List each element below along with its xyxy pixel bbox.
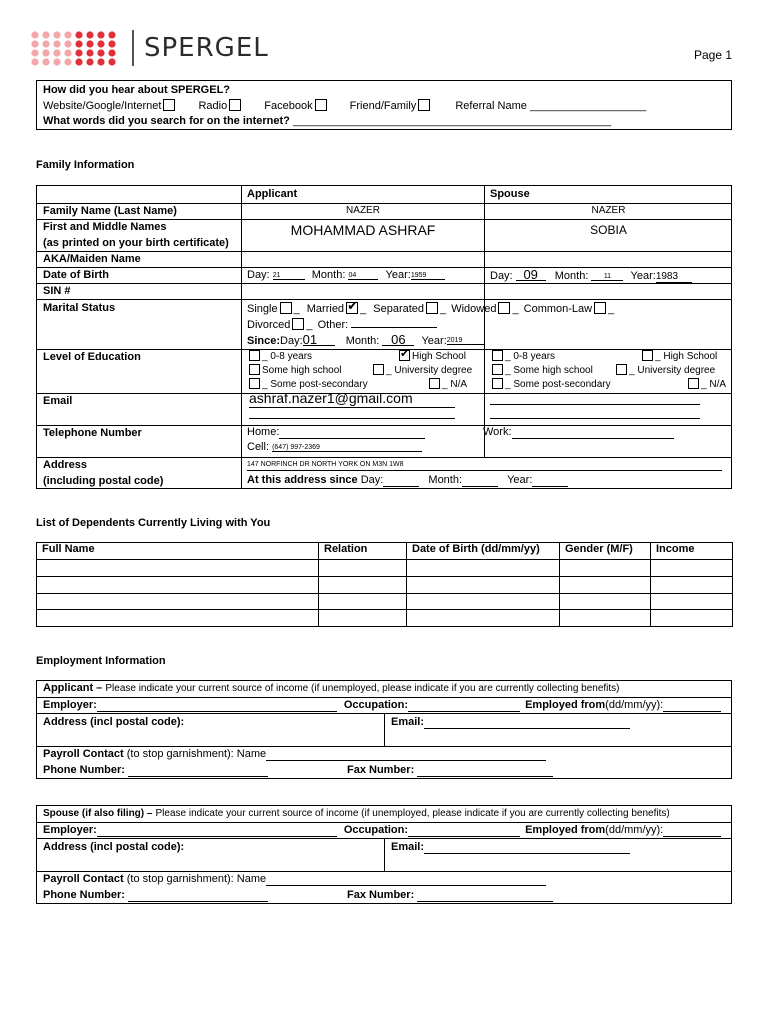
logo-dot: [31, 31, 38, 38]
logo-dots-icon: [30, 30, 122, 66]
spouse-employment-title-row: [43, 807, 670, 819]
logo-dot: [86, 40, 93, 47]
since-year[interactable]: 2019: [447, 337, 485, 345]
logo-dot: [64, 31, 71, 38]
checkbox-single[interactable]: [280, 302, 292, 314]
dep-cell[interactable]: [407, 610, 560, 627]
occupation-field[interactable]: [408, 699, 520, 712]
marital-separated: Separated: [373, 303, 425, 315]
sp-payroll-name-field[interactable]: [266, 873, 546, 886]
sp-ed-high: High School: [663, 351, 718, 362]
spouse-dob-year[interactable]: 1983: [656, 271, 692, 283]
address-since-day-label: Day:: [360, 474, 384, 486]
work-label: Work:: [483, 426, 512, 438]
applicant-dob-day[interactable]: 21: [273, 272, 305, 280]
address-since-month[interactable]: [462, 474, 498, 487]
logo-dot: [86, 58, 93, 65]
spouse-work-phone: [483, 426, 674, 439]
checkbox-website[interactable]: [163, 99, 175, 111]
logo-dot: [97, 40, 104, 47]
payroll-label: Payroll Contact: [43, 748, 124, 760]
dep-cell[interactable]: [37, 610, 319, 627]
family-section-title: Family Information: [36, 159, 135, 171]
sp-payroll-label: Payroll Contact: [43, 873, 124, 885]
logo-dot: [53, 58, 60, 65]
label-family-name: Family Name (Last Name): [43, 205, 177, 217]
logo-dot: [97, 58, 104, 65]
sp-fax-label: Fax Number:: [347, 889, 415, 901]
applicant-email-line-2[interactable]: [249, 418, 455, 419]
label-marital: Marital Status: [43, 302, 116, 314]
check-mark-icon: ✔: [347, 298, 358, 313]
ap-checkbox-univ[interactable]: [373, 364, 384, 375]
address-since-month-label: Month:: [428, 474, 463, 486]
marital-common-law: Common-Law: [523, 303, 593, 315]
logo-text: SPERGEL: [144, 33, 269, 63]
logo: [30, 30, 270, 66]
logo-dot: [64, 49, 71, 56]
address-since-row: [247, 474, 568, 487]
label-address: Address: [43, 459, 88, 471]
logo-dot: [75, 49, 82, 56]
spouse-email-row: [391, 841, 630, 854]
employer-label: Employer:: [43, 699, 97, 711]
table-row: [37, 577, 733, 594]
sp-employment-email-label: Email:: [391, 841, 425, 853]
label-sin: SIN #: [43, 285, 71, 297]
checkbox-divorced[interactable]: [292, 318, 304, 330]
logo-dot: [42, 40, 49, 47]
spouse-first-middle[interactable]: SOBIA: [590, 223, 627, 237]
address-since-day[interactable]: [383, 474, 419, 487]
dep-cell[interactable]: [651, 560, 733, 577]
marital-row-1: Single _ Married ✔ _ Separated _ Widowed _ Common-Law _: [247, 298, 615, 315]
spouse-dob: [490, 269, 692, 283]
ap-checkbox-na[interactable]: [429, 378, 440, 389]
logo-dot: [31, 49, 38, 56]
dep-col-income: Income: [651, 543, 733, 560]
marital-single: Single: [247, 303, 278, 315]
col-spouse: Spouse: [490, 188, 530, 200]
ap-ed-post: Some post-secondary: [270, 379, 368, 390]
logo-dot: [53, 40, 60, 47]
logo-dot: [108, 58, 115, 65]
sp-employed-from-label: Employed from: [525, 824, 606, 836]
logo-dot: [53, 49, 60, 56]
table-row: [37, 560, 733, 577]
sp-ed-univ: University degree: [637, 365, 716, 376]
spouse-phone-row: [43, 889, 268, 902]
label-address-note: (including postal code): [43, 475, 164, 487]
sp-checkbox-0-8[interactable]: [492, 350, 503, 361]
dependents-section-title: List of Dependents Currently Living with You: [36, 517, 271, 529]
applicant-dob-year[interactable]: 1959: [411, 272, 445, 280]
spouse-dob-day-label: Day:: [490, 270, 513, 282]
occupation-label: Occupation:: [343, 699, 409, 711]
sp-employed-from-field[interactable]: [663, 824, 721, 837]
checkbox-separated[interactable]: [426, 302, 438, 314]
applicant-fax-row: [347, 764, 553, 777]
sp-ed-0-8: 0-8 years: [513, 351, 556, 362]
spouse-employer-row: [43, 824, 721, 837]
sp-checkbox-some-high[interactable]: [492, 364, 503, 375]
referral-field[interactable]: ___________________: [529, 100, 647, 112]
dob-day-label: Day:: [247, 269, 270, 281]
hear-about-question: How did you hear about SPERGEL?: [43, 84, 231, 96]
dep-col-relation: Relation: [319, 543, 407, 560]
dep-cell[interactable]: [37, 577, 319, 594]
applicant-dob: [247, 269, 445, 281]
logo-dot: [108, 49, 115, 56]
ap-checkbox-high[interactable]: [399, 350, 410, 361]
applicant-employer-row: [43, 699, 721, 712]
sp-fax-field[interactable]: [417, 889, 553, 902]
applicant-employment-note: Please indicate your current source of income (if unemployed, please indicate if you are currently collecting benefits): [105, 683, 620, 694]
spouse-employment-box: [36, 805, 732, 904]
address-since-label: At this address since: [247, 474, 358, 486]
logo-dot: [75, 58, 82, 65]
ap-checkbox-0-8[interactable]: [249, 350, 260, 361]
work-phone-field[interactable]: [512, 426, 674, 439]
logo-dot: [97, 31, 104, 38]
logo-dot: [31, 40, 38, 47]
checkbox-widowed[interactable]: [498, 302, 510, 314]
referral-label: Referral Name: [455, 100, 527, 112]
fax-label: Fax Number:: [347, 764, 415, 776]
cell-label: Cell:: [247, 441, 270, 453]
address-since-year-label: Year:: [507, 474, 533, 486]
ap-checkbox-post[interactable]: [249, 378, 260, 389]
logo-dot: [64, 40, 71, 47]
since-month-label: Month:: [345, 335, 380, 347]
fax-field[interactable]: [417, 764, 553, 777]
payroll-name-field[interactable]: [266, 748, 546, 761]
checkbox-radio[interactable]: [229, 99, 241, 111]
page-number: Page 1: [694, 48, 733, 62]
sp-employer-field[interactable]: [97, 824, 337, 837]
spouse-last-name[interactable]: NAZER: [591, 205, 626, 216]
col-applicant: Applicant: [247, 188, 298, 200]
label-telephone: Telephone Number: [43, 427, 142, 439]
applicant-dob-month[interactable]: 04: [348, 272, 378, 280]
search-words-field[interactable]: ____________________________________________________: [292, 115, 612, 127]
dep-cell[interactable]: [319, 577, 407, 594]
spouse-employment-title: Spouse (if also filing) –: [43, 808, 153, 819]
cell-phone-field[interactable]: (647) 997-2369: [272, 444, 422, 452]
label-aka: AKA/Maiden Name: [43, 253, 141, 265]
logo-dot: [53, 31, 60, 38]
table-row: [37, 610, 733, 627]
applicant-employment-box: [36, 680, 732, 779]
spouse-address-label: Address (incl postal code):: [43, 841, 185, 853]
marital-other-field[interactable]: [351, 327, 437, 328]
logo-dot: [75, 31, 82, 38]
dep-col-dob: Date of Birth (dd/mm/yy): [407, 543, 560, 560]
dep-cell[interactable]: [37, 594, 319, 610]
since-day[interactable]: 01: [303, 334, 335, 346]
option-friend-family: Friend/Family: [349, 100, 417, 112]
dep-cell[interactable]: [37, 560, 319, 577]
applicant-employment-title: Applicant –: [43, 682, 103, 694]
applicant-email-row: [391, 716, 630, 729]
option-website: Website/Google/Internet: [43, 100, 162, 112]
dependents-table: [36, 542, 733, 627]
search-words-row: [43, 115, 611, 127]
sp-employment-email-field[interactable]: [424, 841, 630, 854]
sp-occupation-field[interactable]: [408, 824, 520, 837]
logo-dot: [108, 40, 115, 47]
sp-ed-na: N/A: [709, 379, 727, 390]
dep-cell[interactable]: [651, 610, 733, 627]
label-dob: Date of Birth: [43, 269, 109, 281]
phone-field[interactable]: [128, 764, 268, 777]
label-first-middle: First and Middle Names: [43, 221, 167, 233]
since-month[interactable]: 06: [382, 334, 414, 346]
sp-checkbox-univ[interactable]: [616, 364, 627, 375]
sp-checkbox-na[interactable]: [688, 378, 699, 389]
applicant-first-middle[interactable]: MOHAMMAD ASHRAF: [290, 222, 436, 238]
applicant-address[interactable]: 147 NORFINCH DR NORTH YORK ON M3N 1W8: [247, 460, 722, 471]
ap-checkbox-some-high[interactable]: [249, 364, 260, 375]
since-label: Since:: [247, 335, 281, 347]
sp-occupation-label: Occupation:: [343, 824, 409, 836]
sp-employed-from-format: (dd/mm/yy):: [605, 824, 664, 836]
option-facebook: Facebook: [264, 100, 313, 112]
since-year-label: Year:: [421, 335, 447, 347]
applicant-cell-phone: [247, 441, 422, 453]
spouse-fax-row: [347, 889, 553, 902]
marital-widowed: Widowed: [451, 303, 497, 315]
checkbox-common-law[interactable]: [594, 302, 606, 314]
sp-employer-label: Employer:: [43, 824, 97, 836]
address-since-year[interactable]: [532, 474, 568, 487]
logo-dot: [42, 31, 49, 38]
applicant-email[interactable]: ashraf.nazer1@gmail.com: [249, 390, 455, 408]
logo-dot: [108, 31, 115, 38]
dep-cell[interactable]: [407, 560, 560, 577]
label-email: Email: [43, 395, 73, 407]
marital-other: Other:: [317, 319, 349, 331]
ap-ed-univ: University degree: [394, 365, 473, 376]
marital-divorced: Divorced: [247, 319, 291, 331]
dep-cell[interactable]: [560, 610, 651, 627]
payroll-note: (to stop garnishment): Name: [126, 748, 267, 760]
hear-about-box: [36, 80, 732, 130]
dep-col-gender: Gender (M/F): [560, 543, 651, 560]
sp-checkbox-post[interactable]: [492, 378, 503, 389]
checkbox-friend-family[interactable]: [418, 99, 430, 111]
sp-ed-post: Some post-secondary: [513, 379, 611, 390]
spouse-dob-day[interactable]: 09: [516, 269, 546, 281]
dob-year-label: Year:: [385, 269, 411, 281]
dep-cell[interactable]: [560, 560, 651, 577]
sp-phone-label: Phone Number:: [43, 889, 125, 901]
spouse-dob-month-label: Month:: [554, 270, 589, 282]
spouse-email-line-2[interactable]: [490, 418, 700, 419]
checkbox-facebook[interactable]: [315, 99, 327, 111]
ap-ed-0-8: 0-8 years: [270, 351, 313, 362]
ap-ed-na: N/A: [450, 379, 468, 390]
spouse-payroll-row: [43, 873, 546, 886]
logo-dot: [86, 31, 93, 38]
dob-month-label: Month:: [311, 269, 346, 281]
dep-cell[interactable]: [407, 577, 560, 594]
applicant-address-label: Address (incl postal code):: [43, 716, 185, 728]
option-radio: Radio: [198, 100, 228, 112]
dep-cell[interactable]: [651, 594, 733, 610]
dep-cell[interactable]: [319, 560, 407, 577]
phone-label: Phone Number:: [43, 764, 125, 776]
marital-row-2: Divorced _ Other:: [247, 318, 437, 331]
home-phone-field[interactable]: [279, 426, 425, 439]
dep-cell[interactable]: [560, 577, 651, 594]
hear-about-options: [43, 99, 646, 112]
spouse-dob-year-label: Year:: [630, 270, 656, 282]
applicant-home-phone: [247, 426, 425, 439]
since-day-label: Day:: [280, 335, 303, 347]
dep-cell[interactable]: [319, 594, 407, 610]
dep-cell[interactable]: [407, 594, 560, 610]
employment-email-field[interactable]: [424, 716, 630, 729]
logo-dot: [75, 40, 82, 47]
logo-dot: [97, 49, 104, 56]
applicant-payroll-row: [43, 748, 546, 761]
employed-from-label: Employed from: [525, 699, 606, 711]
logo-dot: [31, 58, 38, 65]
label-education: Level of Education: [43, 351, 141, 363]
dep-cell[interactable]: [560, 594, 651, 610]
sp-ed-some-high: Some high school: [513, 365, 593, 376]
home-label: Home:: [247, 426, 280, 438]
applicant-employment-title-row: [43, 682, 620, 694]
sp-phone-field[interactable]: [128, 889, 268, 902]
applicant-phone-row: [43, 764, 268, 777]
ap-ed-some-high: Some high school: [262, 365, 342, 376]
checkbox-married[interactable]: [346, 298, 358, 314]
table-row: [37, 594, 733, 610]
dep-cell[interactable]: [651, 577, 733, 594]
employment-email-label: Email:: [391, 716, 425, 728]
marital-since-row: [247, 334, 485, 347]
sp-payroll-note: (to stop garnishment): Name: [126, 873, 267, 885]
ap-high-check-icon: ✔: [400, 348, 410, 360]
ap-ed-high: High School: [412, 351, 466, 362]
marital-married: Married: [306, 303, 345, 315]
logo-dot: [86, 49, 93, 56]
sp-checkbox-high[interactable]: [642, 350, 653, 361]
employed-from-field[interactable]: [663, 699, 721, 712]
logo-dot: [42, 58, 49, 65]
logo-dot: [42, 49, 49, 56]
dep-col-full-name: Full Name: [37, 543, 319, 560]
employer-field[interactable]: [97, 699, 337, 712]
logo-dot: [64, 58, 71, 65]
employment-section-title: Employment Information: [36, 655, 166, 667]
label-first-middle-note: (as printed on your birth certificate): [43, 237, 229, 249]
spouse-email-line-1[interactable]: [490, 404, 700, 405]
spouse-dob-month[interactable]: 11: [591, 273, 623, 281]
family-table: Applicant Spouse Family Name (Last Name) First and Middle Names (as printed on your birth certificate) AKA/Maiden Name Date of Birth SIN # Marital Status Level of Education Email Telephone Number Address (including postal code) NAZER NAZER MOHAMMAD ASHRAF SOBIA Day: 21 Month: 04 Year:1959 Day: 09 Month: 11 Year:1983 Single _ Married ✔ _ Separated _ Widowed _ Common-Law _ Divorced _ Other: Since:Day:01 Month: 06 Year:2019 _ 0-8 years ✔ High School Some high school _ University degree _ Some post-secondary _ N/A _ 0-8 years _ High School _ Some high school _ University degree _ Some post-secondary _ N/A ashraf.nazer1@gmail.com Home: Cell: (647) 997-2369 Work: 147 NORFINCH DR NORTH YORK ON M3N 1W8 At this address since Day: Month: Year:: [36, 185, 732, 489]
employed-from-format: (dd/mm/yy):: [605, 699, 664, 711]
logo-divider: [132, 30, 134, 66]
search-words-label: What words did you search for on the internet?: [43, 115, 290, 127]
spouse-employment-note: Please indicate your current source of income (if unemployed, please indicate if you are currently collecting benefits): [155, 808, 670, 819]
dep-cell[interactable]: [319, 610, 407, 627]
applicant-last-name[interactable]: NAZER: [346, 205, 380, 216]
